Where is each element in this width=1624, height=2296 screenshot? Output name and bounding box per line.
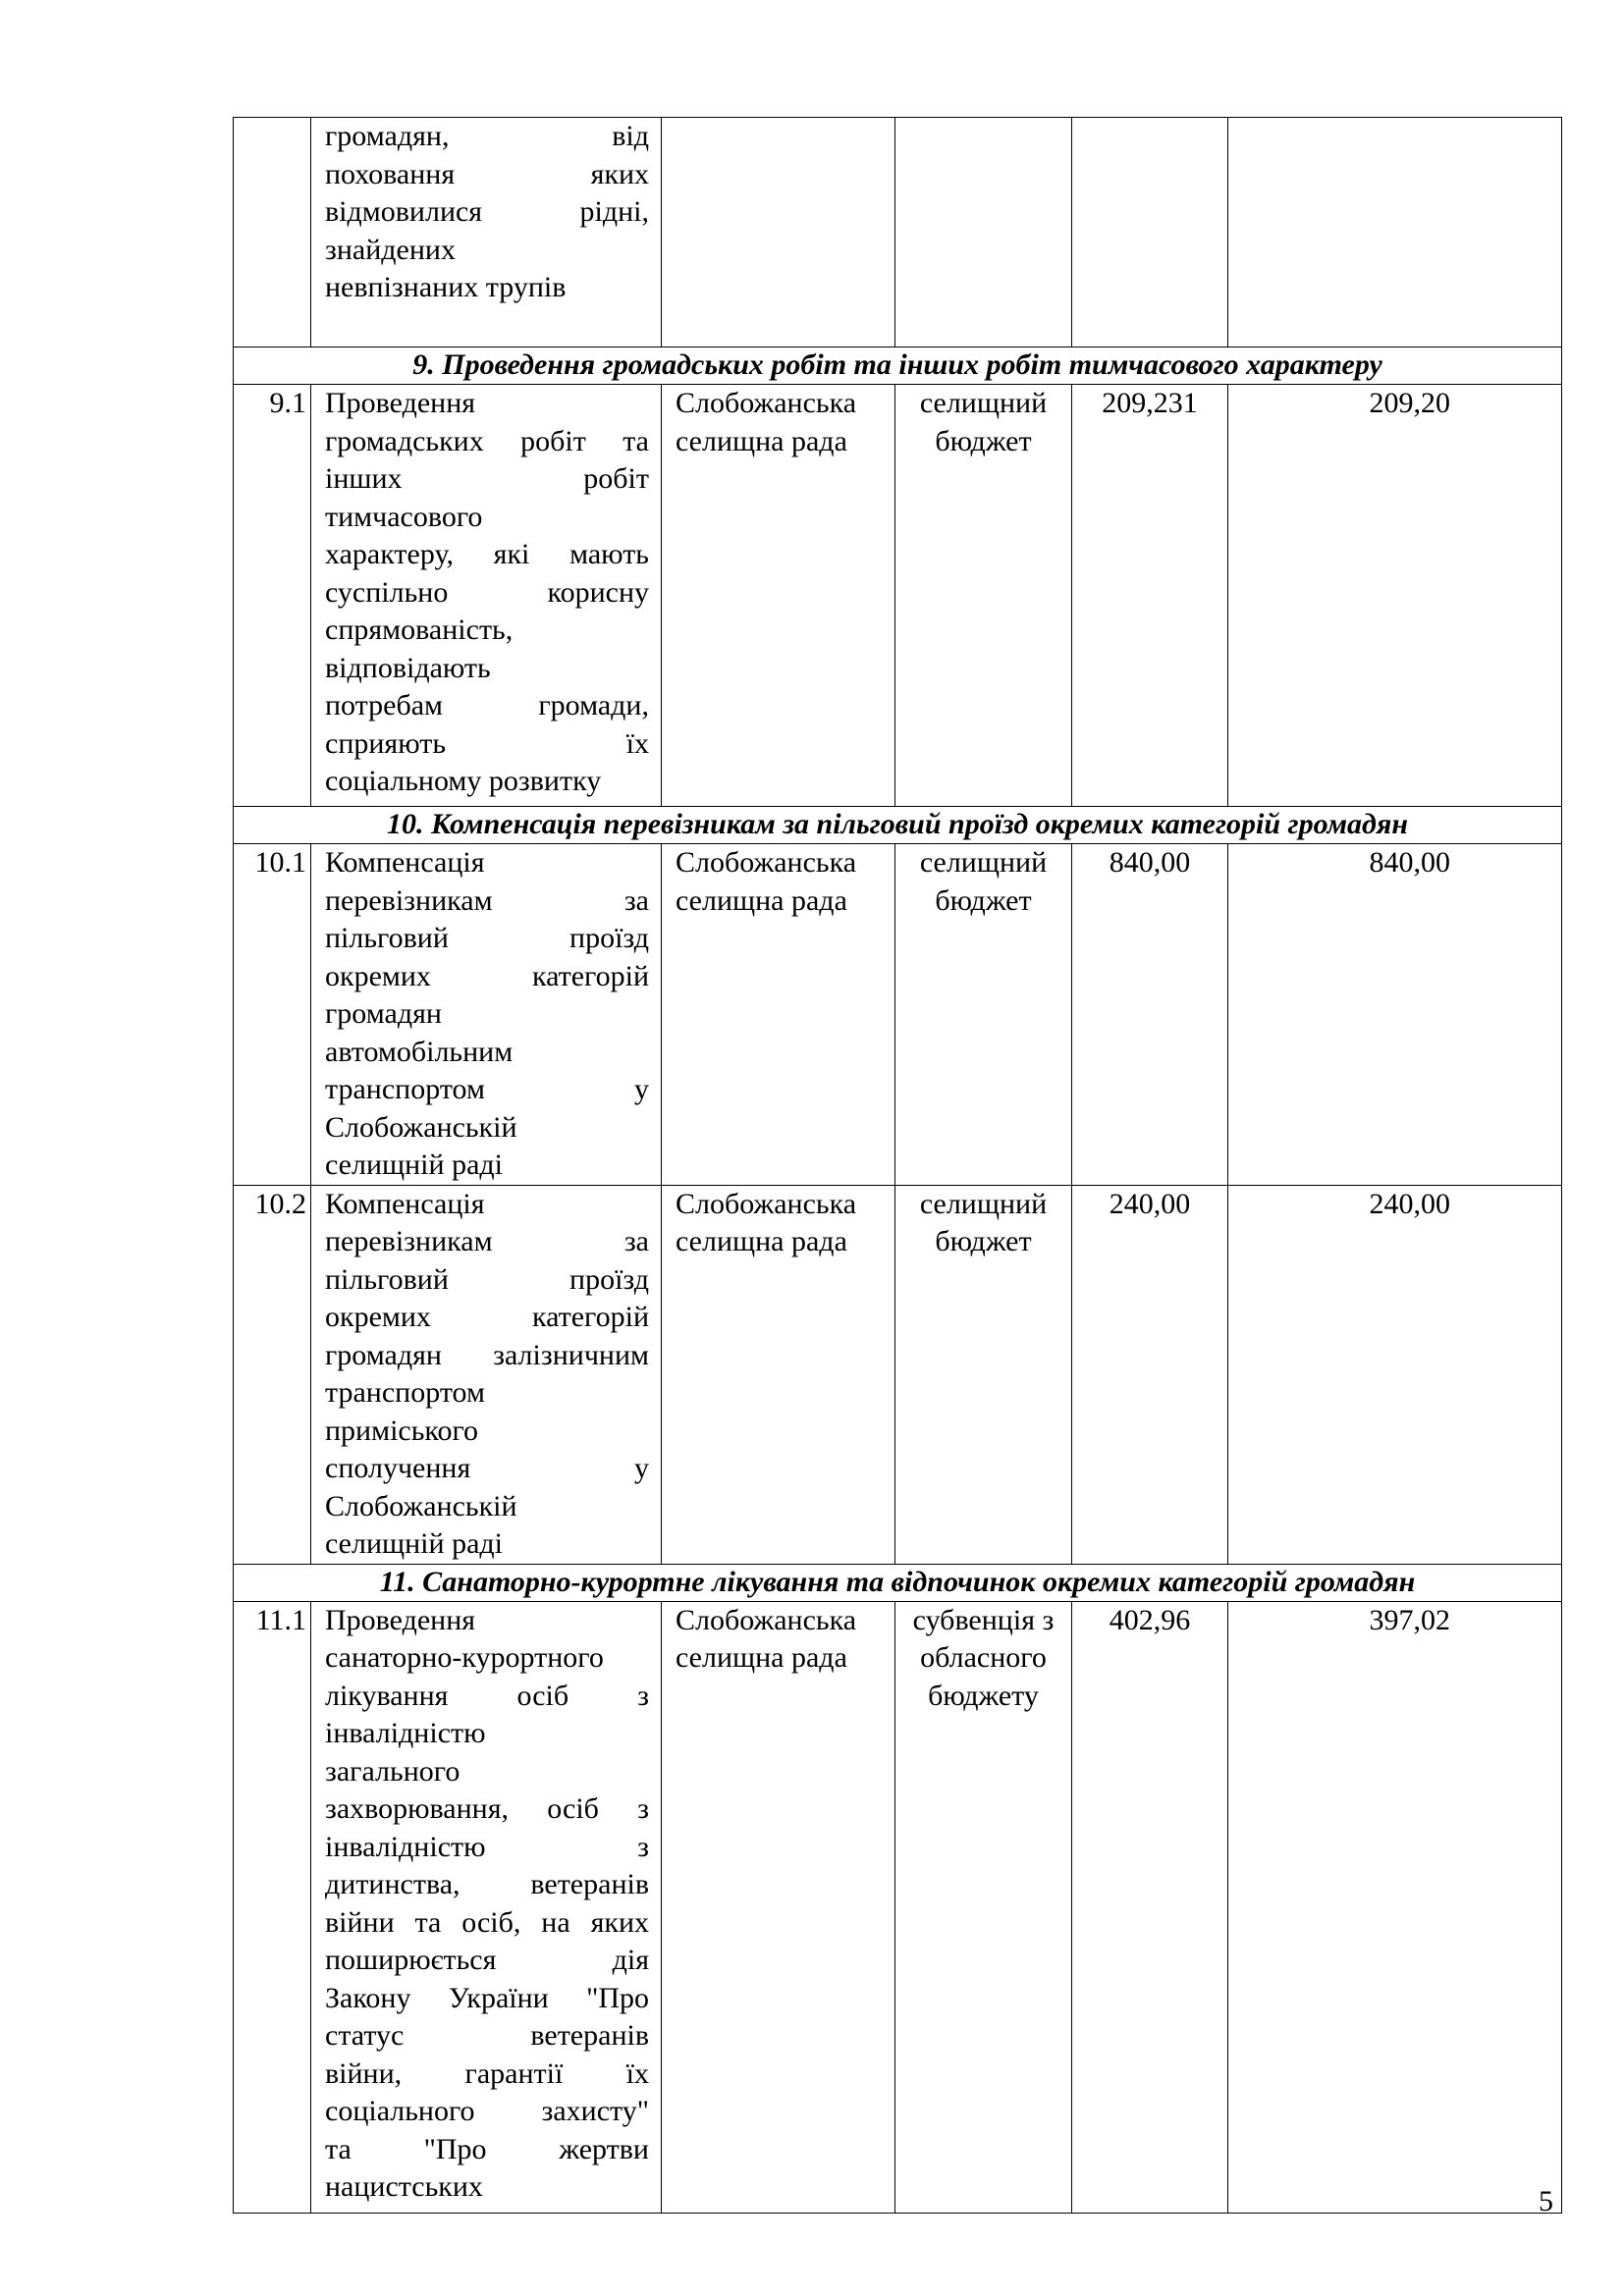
text-line: нацистських	[325, 2170, 483, 2203]
text-line: транспортом у	[325, 1073, 649, 1105]
section-title: 11. Санаторно-курортне лікування та відпочинок окремих категорій громадян	[234, 1564, 1562, 1601]
text-line: окремих категорій	[325, 1301, 649, 1333]
section-header-row	[234, 347, 1562, 385]
measure-name	[311, 1601, 662, 2213]
planned-amount-cell: 240,00	[1072, 1185, 1228, 1564]
text-line: громадян залізничним	[325, 1338, 649, 1371]
executor-cell: Слобожанська селищна рада	[662, 1601, 895, 2213]
text-line: громадян	[325, 997, 442, 1030]
text-line: загального	[325, 1754, 460, 1788]
table-row	[234, 1601, 1562, 2213]
text-line: селищній раді	[325, 1527, 503, 1560]
text-line: транспортом	[325, 1376, 485, 1409]
funding-source-cell	[895, 118, 1072, 347]
text-line: спрямованість,	[325, 614, 514, 646]
row-number: 11.1	[234, 1601, 311, 2213]
text-line: поховання яких	[325, 157, 649, 190]
text-line: війни, гарантії їх	[325, 2056, 649, 2090]
text-line: потребам громади,	[325, 689, 649, 721]
text-line: тимчасового	[325, 500, 483, 533]
text-line: перевізникам за	[325, 883, 649, 917]
row-number: 9.1	[234, 385, 311, 807]
funding-source-cell: селищний бюджет	[895, 844, 1072, 1186]
actual-amount-cell: 397,02	[1228, 1601, 1562, 2213]
text-line: Слобожанській	[325, 1110, 517, 1144]
planned-amount-cell: 840,00	[1072, 844, 1228, 1186]
text-line: Проведення	[325, 387, 476, 419]
row-number: 10.1	[234, 844, 311, 1186]
text-line: поширюється дія	[325, 1944, 649, 1976]
text-line: Компенсація	[325, 1187, 485, 1220]
text-line: характеру, які мають	[325, 538, 649, 570]
section-header-row	[234, 807, 1562, 844]
funding-source-cell: селищний бюджет	[895, 1185, 1072, 1564]
table-row	[234, 1185, 1562, 1564]
text-line: Слобожанській	[325, 1489, 517, 1522]
executor-cell: Слобожанська селищна рада	[662, 844, 895, 1186]
actual-amount-cell: 840,00	[1228, 844, 1562, 1186]
text-line: сполучення у	[325, 1452, 649, 1484]
executor-cell: Слобожанська селищна рада	[662, 1185, 895, 1564]
text-line: відповідають	[325, 651, 491, 684]
text-line: Проведення	[325, 1603, 476, 1636]
text-line: пільговий проїзд	[325, 1262, 649, 1296]
text-line: знайдених	[325, 233, 456, 266]
text-line: та "Про жертви	[325, 2132, 649, 2165]
section-title: 10. Компенсація перевізникам за пільговий проїзд окремих категорій громадян	[234, 807, 1562, 844]
text-line: інвалідністю з	[325, 1830, 649, 1863]
planned-amount-cell: 209,231	[1072, 385, 1228, 807]
measure-name	[311, 844, 662, 1186]
text-line: суспільно корисну	[325, 575, 649, 609]
executor-cell	[662, 118, 895, 347]
text-line: приміського	[325, 1414, 479, 1447]
table-row	[234, 118, 1562, 347]
table-row	[234, 385, 1562, 807]
actual-amount-cell: 209,20	[1228, 385, 1562, 807]
funding-source-cell: селищний бюджет	[895, 385, 1072, 807]
section-header-row	[234, 1564, 1562, 1601]
planned-amount-cell: 402,96	[1072, 1601, 1228, 2213]
text-line: відмовилися рідні,	[325, 195, 649, 228]
planned-amount-cell	[1072, 118, 1228, 347]
text-line: захворювання, осіб з	[325, 1792, 649, 1825]
measure-name	[311, 1185, 662, 1564]
funding-source-cell: субвенція з обласного бюджету	[895, 1601, 1072, 2213]
text-line: громадян, від	[325, 120, 649, 152]
text-line: лікування осіб з	[325, 1679, 649, 1712]
actual-amount-cell	[1228, 118, 1562, 347]
text-line: війни та осіб, на яких	[325, 1905, 649, 1939]
row-number	[234, 118, 311, 347]
text-line: дитинства, ветеранів	[325, 1868, 649, 1900]
text-line: соціального захисту"	[325, 2095, 649, 2127]
text-line: інвалідністю	[325, 1717, 486, 1749]
text-line: Закону України "Про	[325, 1981, 649, 2014]
text-line: інших робіт	[325, 462, 649, 495]
text-line: окремих категорій	[325, 959, 649, 992]
measure-name	[311, 385, 662, 807]
text-line: селищній раді	[325, 1148, 503, 1181]
text-line: пільговий проїзд	[325, 922, 649, 954]
text-line: автомобільним	[325, 1035, 514, 1068]
text-line: сприяють їх	[325, 726, 649, 760]
text-line: громадських робіт та	[325, 424, 649, 457]
text-line: невпізнаних трупів	[325, 271, 567, 303]
measure-name	[311, 118, 662, 347]
text-line: статус ветеранів	[325, 2019, 649, 2052]
text-line: соціальному розвитку	[325, 765, 602, 797]
row-number: 10.2	[234, 1185, 311, 1564]
section-title: 9. Проведення громадських робіт та інших робіт тимчасового характеру	[234, 347, 1562, 385]
text-line: санаторно-курортного	[325, 1641, 604, 1674]
text-line: Компенсація	[325, 846, 485, 879]
actual-amount-cell: 240,00	[1228, 1185, 1562, 1564]
page-number: 5	[1539, 2185, 1553, 2217]
executor-cell: Слобожанська селищна рада	[662, 385, 895, 807]
text-line: перевізникам за	[325, 1225, 649, 1257]
program-table	[233, 117, 1562, 2214]
table-row	[234, 844, 1562, 1186]
